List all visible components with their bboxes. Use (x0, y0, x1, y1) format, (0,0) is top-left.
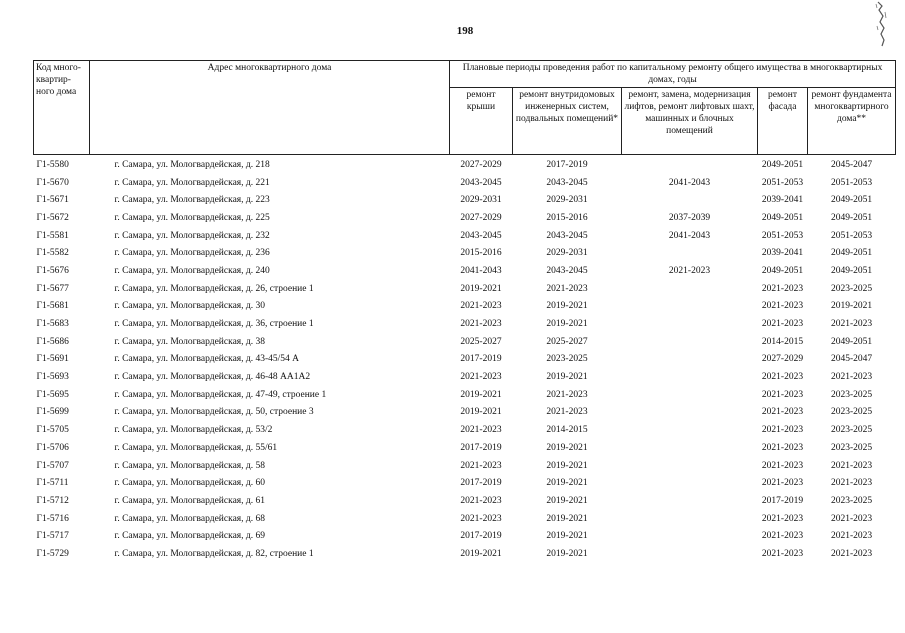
cell-elevators (622, 386, 758, 404)
cell-roof: 2021-2023 (460, 319, 502, 330)
cell-address: г. Самара, ул. Мологвардейская, д. 68 (114, 513, 265, 524)
table-row (34, 386, 896, 404)
scan-artifact (874, 0, 888, 48)
cell-code: Г1-5699 (36, 407, 69, 418)
capital-repair-table (33, 60, 896, 563)
cell-foundation: 2023-2025 (830, 495, 873, 506)
cell-address: г. Самара, ул. Мологвардейская, д. 36, строение 1 (114, 319, 314, 330)
cell-address: г. Самара, ул. Мологвардейская, д. 82, строение 1 (114, 548, 314, 559)
table-row (34, 439, 896, 457)
table-row (34, 421, 896, 439)
cell-foundation: 2023-2025 (830, 442, 873, 453)
cell-facade: 2051-2053 (761, 230, 804, 241)
header-foundation: ремонт фундамента многоквартирного дома** (808, 88, 896, 155)
cell-internal-systems: 2021-2023 (546, 389, 588, 400)
cell-address: г. Самара, ул. Мологвардейская, д. 43-45/54 А (114, 354, 300, 365)
cell-foundation: 2045-2047 (830, 159, 873, 170)
cell-elevators (622, 280, 758, 298)
cell-internal-systems: 2023-2025 (546, 354, 588, 365)
cell-address: г. Самара, ул. Мологвардейская, д. 240 (114, 265, 270, 276)
cell-address: г. Самара, ул. Мологвардейская, д. 38 (114, 336, 265, 347)
table-row (34, 333, 896, 351)
cell-foundation: 2049-2051 (830, 195, 873, 206)
cell-elevators (622, 333, 758, 351)
cell-internal-systems: 2019-2021 (546, 513, 588, 524)
cell-address: г. Самара, ул. Мологвардейская, д. 61 (114, 495, 265, 506)
cell-code: Г1-5712 (36, 495, 69, 506)
table-row (34, 191, 896, 209)
cell-code: Г1-5677 (36, 283, 69, 294)
cell-roof: 2027-2029 (460, 212, 502, 223)
cell-facade: 2049-2051 (761, 212, 804, 223)
table-row (34, 209, 896, 227)
table-row (34, 368, 896, 386)
table-body (34, 155, 896, 563)
cell-facade: 2021-2023 (761, 513, 804, 524)
cell-elevators (622, 457, 758, 475)
cell-elevators (622, 244, 758, 262)
cell-elevators (622, 191, 758, 209)
cell-elevators (622, 439, 758, 457)
header-internal-systems: ремонт внутридомовых инженерных систем, подвальных помещений* (513, 88, 622, 155)
table-row (34, 527, 896, 545)
cell-internal-systems: 2029-2031 (546, 248, 588, 259)
header-code: Код много-квартир-ного дома (34, 61, 90, 155)
cell-address: г. Самара, ул. Мологвардейская, д. 221 (114, 177, 270, 188)
cell-elevators (622, 155, 758, 174)
cell-internal-systems: 2019-2021 (546, 301, 588, 312)
cell-roof: 2017-2019 (460, 354, 502, 365)
cell-roof: 2021-2023 (460, 301, 502, 312)
table-row (34, 298, 896, 316)
cell-roof: 2019-2021 (460, 283, 502, 294)
cell-roof: 2029-2031 (460, 195, 502, 206)
cell-address: г. Самара, ул. Мологвардейская, д. 47-49, строение 1 (114, 389, 327, 400)
cell-address: г. Самара, ул. Мологвардейская, д. 223 (114, 195, 270, 206)
cell-foundation: 2021-2023 (830, 548, 873, 559)
cell-elevators (622, 474, 758, 492)
page-number: 198 (456, 25, 474, 37)
cell-foundation: 2019-2021 (830, 301, 873, 312)
cell-roof: 2017-2019 (460, 478, 502, 489)
cell-internal-systems: 2019-2021 (546, 460, 588, 471)
table-row (34, 244, 896, 262)
cell-address: г. Самара, ул. Мологвардейская, д. 236 (114, 248, 270, 259)
cell-facade: 2021-2023 (761, 442, 804, 453)
cell-elevators (622, 545, 758, 563)
cell-elevators: 2037-2039 (668, 212, 711, 223)
cell-facade: 2051-2053 (761, 177, 804, 188)
cell-address: г. Самара, ул. Мологвардейская, д. 232 (114, 230, 270, 241)
cell-internal-systems: 2021-2023 (546, 283, 588, 294)
cell-elevators (622, 421, 758, 439)
header-elevators: ремонт, замена, модернизация лифтов, ремонт лифтовых шахт, машинных и блочных помещений (622, 88, 758, 155)
cell-elevators (622, 404, 758, 422)
cell-code: Г1-5706 (36, 442, 69, 453)
cell-address: г. Самара, ул. Мологвардейская, д. 225 (114, 212, 270, 223)
cell-facade: 2021-2023 (761, 531, 804, 542)
cell-code: Г1-5729 (36, 548, 69, 559)
cell-facade: 2021-2023 (761, 407, 804, 418)
cell-roof: 2017-2019 (460, 531, 502, 542)
table-row (34, 492, 896, 510)
cell-foundation: 2049-2051 (830, 248, 873, 259)
cell-internal-systems: 2019-2021 (546, 478, 588, 489)
cell-foundation: 2051-2053 (830, 230, 873, 241)
cell-roof: 2043-2045 (460, 230, 502, 241)
cell-code: Г1-5707 (36, 460, 69, 471)
cell-internal-systems: 2019-2021 (546, 442, 588, 453)
header-periods: Плановые периоды проведения работ по капитальному ремонту общего имущества в многоквартирных домах, годы (450, 61, 896, 88)
cell-facade: 2049-2051 (761, 159, 804, 170)
cell-internal-systems: 2043-2045 (546, 177, 588, 188)
table-row (34, 457, 896, 475)
cell-foundation: 2021-2023 (830, 460, 873, 471)
cell-roof: 2015-2016 (460, 248, 502, 259)
cell-internal-systems: 2043-2045 (546, 265, 588, 276)
cell-facade: 2039-2041 (761, 195, 804, 206)
header-address: Адрес многоквартирного дома (90, 61, 450, 155)
cell-internal-systems: 2019-2021 (546, 495, 588, 506)
cell-facade: 2039-2041 (761, 248, 804, 259)
cell-address: г. Самара, ул. Мологвардейская, д. 55/61 (114, 442, 278, 453)
table-row (34, 280, 896, 298)
cell-code: Г1-5711 (36, 478, 69, 489)
cell-internal-systems: 2017-2019 (546, 159, 588, 170)
cell-address: г. Самара, ул. Мологвардейская, д. 26, строение 1 (114, 283, 314, 294)
cell-facade: 2021-2023 (761, 301, 804, 312)
cell-internal-systems: 2019-2021 (546, 548, 588, 559)
header-roof: ремонт крыши (450, 88, 513, 155)
cell-code: Г1-5693 (36, 372, 69, 383)
cell-facade: 2021-2023 (761, 389, 804, 400)
cell-code: Г1-5695 (36, 389, 69, 400)
cell-code: Г1-5691 (36, 354, 69, 365)
cell-code: Г1-5580 (36, 159, 69, 170)
cell-foundation: 2023-2025 (830, 425, 873, 436)
cell-internal-systems: 2019-2021 (546, 531, 588, 542)
table-row (34, 351, 896, 369)
cell-address: г. Самара, ул. Мологвардейская, д. 50, строение 3 (114, 407, 314, 418)
cell-roof: 2019-2021 (460, 548, 502, 559)
table-row (34, 545, 896, 563)
cell-code: Г1-5582 (36, 248, 69, 259)
cell-internal-systems: 2015-2016 (546, 212, 588, 223)
cell-address: г. Самара, ул. Мологвардейская, д. 58 (114, 460, 265, 471)
cell-roof: 2019-2021 (460, 407, 502, 418)
cell-internal-systems: 2014-2015 (546, 425, 588, 436)
cell-roof: 2025-2027 (460, 336, 502, 347)
cell-roof: 2043-2045 (460, 177, 502, 188)
cell-facade: 2014-2015 (761, 336, 804, 347)
cell-foundation: 2021-2023 (830, 531, 873, 542)
cell-foundation: 2045-2047 (830, 354, 873, 365)
cell-facade: 2021-2023 (761, 372, 804, 383)
table-row (34, 510, 896, 528)
cell-elevators (622, 351, 758, 369)
cell-foundation: 2049-2051 (830, 336, 873, 347)
cell-elevators (622, 510, 758, 528)
cell-elevators (622, 492, 758, 510)
cell-roof: 2021-2023 (460, 460, 502, 471)
cell-code: Г1-5681 (36, 301, 69, 312)
cell-internal-systems: 2019-2021 (546, 372, 588, 383)
cell-roof: 2041-2043 (460, 265, 502, 276)
cell-internal-systems: 2025-2027 (546, 336, 588, 347)
cell-foundation: 2021-2023 (830, 513, 873, 524)
cell-elevators (622, 527, 758, 545)
table-row (34, 262, 896, 280)
table-row (34, 474, 896, 492)
cell-facade: 2021-2023 (761, 460, 804, 471)
table-row (34, 174, 896, 192)
cell-address: г. Самара, ул. Мологвардейская, д. 69 (114, 531, 265, 542)
cell-elevators: 2041-2043 (668, 177, 711, 188)
cell-facade: 2027-2029 (761, 354, 804, 365)
cell-roof: 2021-2023 (460, 513, 502, 524)
cell-code: Г1-5683 (36, 319, 69, 330)
cell-facade: 2021-2023 (761, 478, 804, 489)
header-facade: ремонт фасада (758, 88, 808, 155)
cell-roof: 2027-2029 (460, 159, 502, 170)
cell-internal-systems: 2043-2045 (546, 230, 588, 241)
cell-address: г. Самара, ул. Мологвардейская, д. 53/2 (114, 425, 273, 436)
cell-elevators (622, 368, 758, 386)
cell-roof: 2021-2023 (460, 425, 502, 436)
cell-internal-systems: 2029-2031 (546, 195, 588, 206)
table-row (34, 404, 896, 422)
cell-elevators: 2021-2023 (668, 265, 711, 276)
cell-facade: 2049-2051 (761, 265, 804, 276)
table-row (34, 315, 896, 333)
cell-foundation: 2023-2025 (830, 407, 873, 418)
cell-foundation: 2049-2051 (830, 212, 873, 223)
table-row (34, 155, 896, 174)
cell-code: Г1-5717 (36, 531, 69, 542)
cell-code: Г1-5581 (36, 230, 69, 241)
table-row (34, 227, 896, 245)
cell-code: Г1-5716 (36, 513, 69, 524)
cell-facade: 2021-2023 (761, 548, 804, 559)
cell-internal-systems: 2019-2021 (546, 319, 588, 330)
cell-roof: 2021-2023 (460, 372, 502, 383)
cell-code: Г1-5686 (36, 336, 69, 347)
cell-roof: 2021-2023 (460, 495, 502, 506)
cell-facade: 2021-2023 (761, 283, 804, 294)
cell-code: Г1-5672 (36, 212, 69, 223)
cell-foundation: 2023-2025 (830, 389, 873, 400)
cell-address: г. Самара, ул. Мологвардейская, д. 30 (114, 301, 265, 312)
cell-facade: 2017-2019 (761, 495, 804, 506)
cell-internal-systems: 2021-2023 (546, 407, 588, 418)
cell-facade: 2021-2023 (761, 319, 804, 330)
cell-elevators (622, 315, 758, 333)
cell-address: г. Самара, ул. Мологвардейская, д. 60 (114, 478, 265, 489)
cell-foundation: 2051-2053 (830, 177, 873, 188)
cell-foundation: 2021-2023 (830, 319, 873, 330)
cell-code: Г1-5705 (36, 425, 69, 436)
cell-code: Г1-5670 (36, 177, 69, 188)
cell-elevators: 2041-2043 (668, 230, 711, 241)
cell-code: Г1-5676 (36, 265, 69, 276)
cell-roof: 2017-2019 (460, 442, 502, 453)
cell-code: Г1-5671 (36, 195, 69, 206)
cell-foundation: 2049-2051 (830, 265, 873, 276)
cell-address: г. Самара, ул. Мологвардейская, д. 46-48 АА1А2 (114, 372, 311, 383)
cell-foundation: 2021-2023 (830, 478, 873, 489)
cell-roof: 2019-2021 (460, 389, 502, 400)
cell-facade: 2021-2023 (761, 425, 804, 436)
cell-elevators (622, 298, 758, 316)
cell-address: г. Самара, ул. Мологвардейская, д. 218 (114, 159, 270, 170)
cell-foundation: 2023-2025 (830, 283, 873, 294)
cell-foundation: 2021-2023 (830, 372, 873, 383)
